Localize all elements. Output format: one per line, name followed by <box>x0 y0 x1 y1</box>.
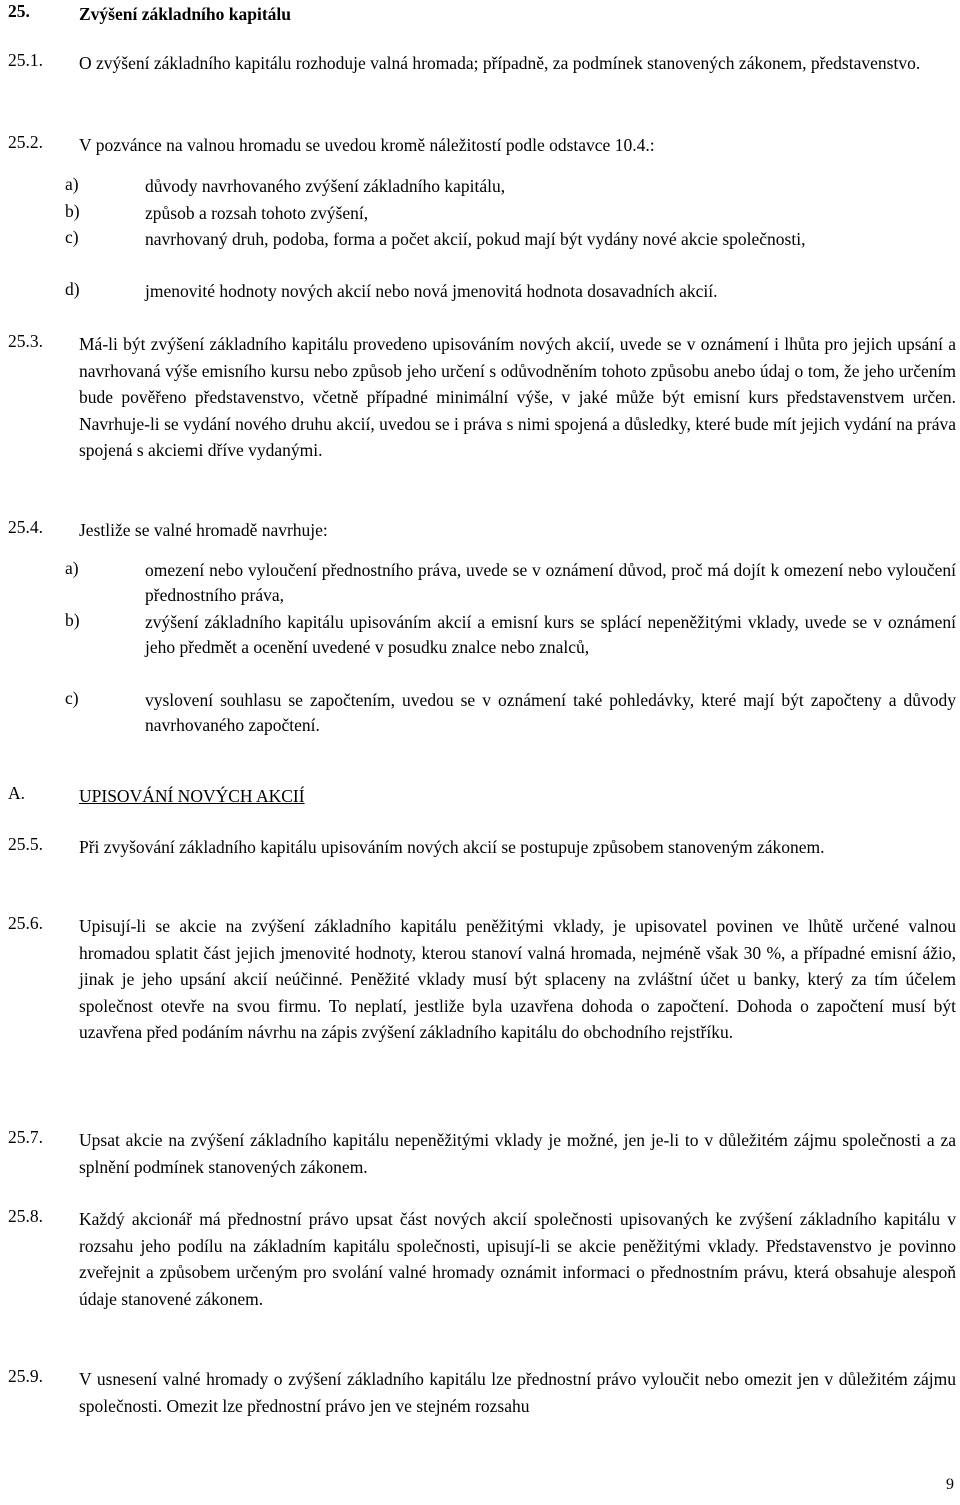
paragraph-text: V usnesení valné hromady o zvýšení základního kapitálu lze přednostní právo vyloučit nebo omezit jen v důležitém zájmu společnosti. Omezit lze přednostní právo jen ve stejném rozsahu <box>79 1369 956 1416</box>
paragraph-text: Každý akcionář má přednostní právo upsat část nových akcií společnosti upisovaných ke zvýšení základního kapitálu v rozsahu jeho podílu na základním kapitálu společnosti, upisují-li se akcie peněžitými vklady. Představenstvo je povinno zveřejnit a způsobem určeným pro svolání valné hromady oznámit informaci o přednostním právu, která obsahuje alespoň údaje stanovené zákonem. <box>79 1209 956 1309</box>
paragraph-25-7 <box>8 1127 956 1180</box>
section-number: 25. <box>8 1 30 21</box>
paragraph-text: Jestliže se valné hromadě navrhuje: <box>79 520 328 540</box>
paragraph-25-3 <box>8 331 956 464</box>
paragraph-number: 25.8. <box>8 1206 43 1226</box>
paragraph-text: Upisují-li se akcie na zvýšení základního kapitálu peněžitými vklady, je upisovatel povinen ve lhůtě určené valnou hromadou splatit část jejich jmenovité hodnoty, kterou stanoví valná hromada, nejméně však 30 %, a případné emisní ážio, jinak je jeho upsání akcií neúčinné. Peněžité vklady musí být splaceny na zvláštní účet u banky, který za tím účelem společnost otevře na svou firmu. To neplatí, jestliže byla uzavřena dohoda o započtení. Dohoda o započtení musí být uzavřena před podáním návrhu na zápis zvýšení základního kapitálu do obchodního rejstříku. <box>79 916 956 1042</box>
paragraph-number: 25.6. <box>8 913 43 933</box>
list-item: c) vyslovení souhlasu se započtením, uvedou se v oznámení také pohledávky, které mají být započteny a důvody navrhovaného započtení. <box>65 688 956 735</box>
paragraph-25-1 <box>8 50 956 77</box>
paragraph-text: Při zvyšování základního kapitálu upisováním nových akcií se postupuje způsobem stanoveným zákonem. <box>79 837 825 857</box>
list-item: b) zvýšení základního kapitálu upisováním akcií a emisní kurs se splácí nepeněžitými vklady, uvede se v oznámení jeho předmět a ocenění uvedené v posudku znalce nebo znalců, <box>65 610 956 657</box>
paragraph-25-6 <box>8 913 956 1046</box>
list-item: a) omezení nebo vyloučení přednostního práva, uvede se v oznámení důvod, proč má dojít k omezení nebo vyloučení přednostního práva, <box>65 558 956 605</box>
section-title: Zvýšení základního kapitálu <box>79 4 292 24</box>
paragraph-25-4 <box>8 517 956 544</box>
paragraph-text: V pozvánce na valnou hromadu se uvedou kromě náležitostí podle odstavce 10.4.: <box>79 135 655 155</box>
list-item: a) důvody navrhovaného zvýšení základního kapitálu, <box>65 174 506 196</box>
paragraph-number: 25.2. <box>8 132 43 152</box>
paragraph-25-2 <box>8 132 956 159</box>
part-a-heading <box>8 783 956 810</box>
paragraph-text: Upsat akcie na zvýšení základního kapitálu nepeněžitými vklady je možné, jen je-li to v důležitém zájmu společnosti a za splnění podmínek stanovených zákonem. <box>79 1130 956 1177</box>
part-label: A. <box>8 783 26 803</box>
paragraph-number: 25.9. <box>8 1366 43 1386</box>
paragraph-25-8 <box>8 1206 956 1312</box>
list-item: c) navrhovaný druh, podoba, forma a počet akcií, pokud mají být vydány nové akcie společnosti, <box>65 227 806 249</box>
section-heading <box>8 1 956 28</box>
part-title: UPISOVÁNÍ NOVÝCH AKCIÍ <box>79 786 305 806</box>
paragraph-number: 25.4. <box>8 517 43 537</box>
page-number: 9 <box>946 1476 954 1493</box>
list-item: b) způsob a rozsah tohoto zvýšení, <box>65 201 369 223</box>
paragraph-text: O zvýšení základního kapitálu rozhoduje valná hromada; případně, za podmínek stanovených zákonem, představenstvo. <box>79 53 921 73</box>
paragraph-number: 25.1. <box>8 50 43 70</box>
paragraph-text: Má-li být zvýšení základního kapitálu provedeno upisováním nových akcií, uvede se v oznámení i lhůta pro jejich upsání a navrhovaná výše emisního kursu nebo způsob jeho určení s odůvodněním tohoto způsobu anebo údaj o tom, že jeho určením bude pověřeno představenstvo, včetně případné minimální výše, v jaké může být emisní kurs představenstvem určen. Navrhuje-li se vydání nového druhu akcií, uvedou se i práva s nimi spojená a důsledky, které bude mít jejich vydání na práva spojená s akciemi dříve vydanými. <box>79 334 956 460</box>
paragraph-25-9 <box>8 1366 956 1419</box>
paragraph-25-5 <box>8 834 956 861</box>
paragraph-number: 25.5. <box>8 834 43 854</box>
paragraph-number: 25.7. <box>8 1127 43 1147</box>
list-item: d) jmenovité hodnoty nových akcií nebo nová jmenovitá hodnota dosavadních akcií. <box>65 279 718 301</box>
paragraph-number: 25.3. <box>8 331 43 351</box>
